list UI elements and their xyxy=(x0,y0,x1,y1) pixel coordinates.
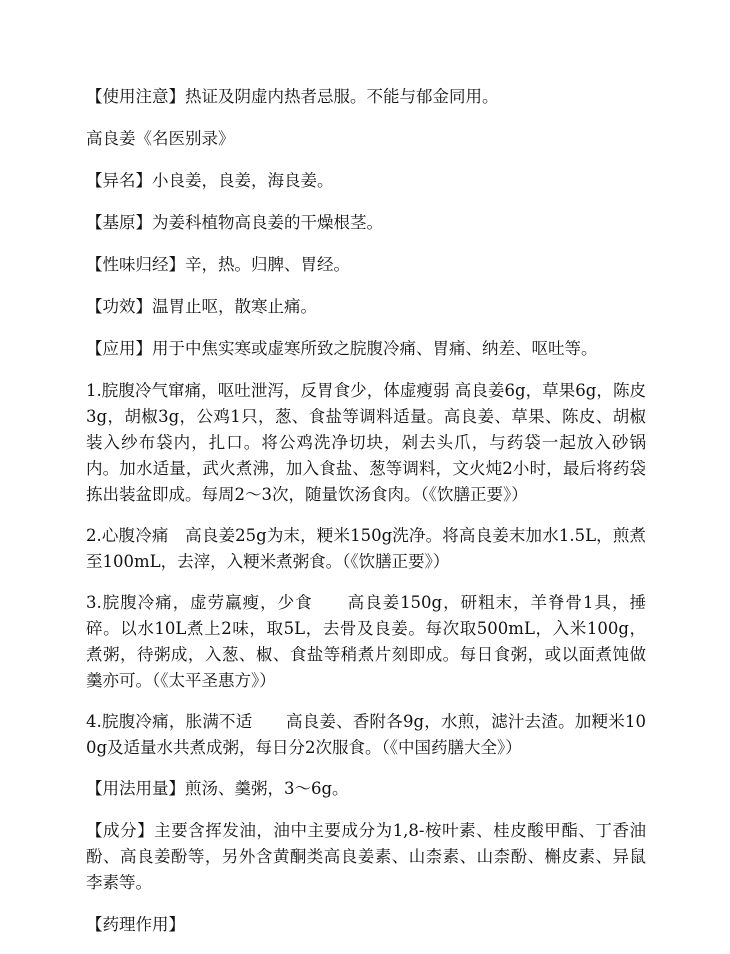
origin-paragraph: 【基原】为姜科植物高良姜的干燥根茎。 xyxy=(86,213,383,232)
recipe-1-paragraph: 1.脘腹冷气窜痛，呕吐泄泻，反胃食少，体虚瘦弱 高良姜6g，草果6g，陈皮3g，胡椒3g，公鸡1只，葱、食盐等调料适量。高良姜、草果、陈皮、胡椒装入纱布袋内，扎口。将公鸡洗净切块，剁去头爪，与药袋一起放入砂锅内。加水适量，武火煮沸，加入食盐、葱等调料，文火炖2小时，最后将药袋拣出装盆即成。每周2～3次，随量饮汤食肉。（《饮膳正要》） xyxy=(86,381,646,504)
entry-title: 高良姜《名医别录》 xyxy=(86,129,235,148)
document-page xyxy=(86,84,646,954)
dosage-paragraph: 【用法用量】煎汤、羹粥，3～6g。 xyxy=(86,779,349,798)
components-paragraph: 【成分】主要含挥发油，油中主要成分为1,8-桉叶素、桂皮酸甲酯、丁香油酚、高良姜酚等，另外含黄酮类高良姜素、山柰素、山柰酚、槲皮素、异鼠李素等。 xyxy=(86,821,646,892)
pharmacology-heading: 【药理作用】 xyxy=(86,915,185,934)
application-paragraph: 【应用】用于中焦实寒或虚寒所致之脘腹冷痛、胃痛、纳差、呕吐等。 xyxy=(86,339,598,358)
recipe-4-paragraph: 4.脘腹冷痛，胀满不适 高良姜、香附各9g，水煎，滤汁去渣。加粳米100g及适量水共煮成粥，每日分2次服食。（《中国药膳大全》） xyxy=(86,712,646,757)
efficacy-paragraph: 【功效】温胃止呕，散寒止痛。 xyxy=(86,297,317,316)
usage-caution-paragraph: 【使用注意】热证及阴虚内热者忌服。不能与郁金同用。 xyxy=(86,87,499,106)
nature-meridian-paragraph: 【性味归经】辛，热。归脾、胃经。 xyxy=(86,255,350,274)
recipe-2-paragraph: 2.心腹冷痛 高良姜25g为末，粳米150g洗净。将高良姜末加水1.5L，煎煮至100mL，去滓，入粳米煮粥食。（《饮膳正要》） xyxy=(86,526,646,571)
recipe-3-paragraph: 3.脘腹冷痛，虚劳羸瘦，少食 高良姜150g，研粗末，羊脊骨1具，捶碎。以水10L煮上2味，取5L，去骨及良姜。每次取500mL，入米100g，煮粥，待粥成，入葱、椒、食盐等稍煮片刻即成。每日食粥，或以面煮饨做羹亦可。（《太平圣惠方》） xyxy=(86,593,646,690)
alias-paragraph: 【异名】小良姜，良姜，海良姜。 xyxy=(86,171,334,190)
